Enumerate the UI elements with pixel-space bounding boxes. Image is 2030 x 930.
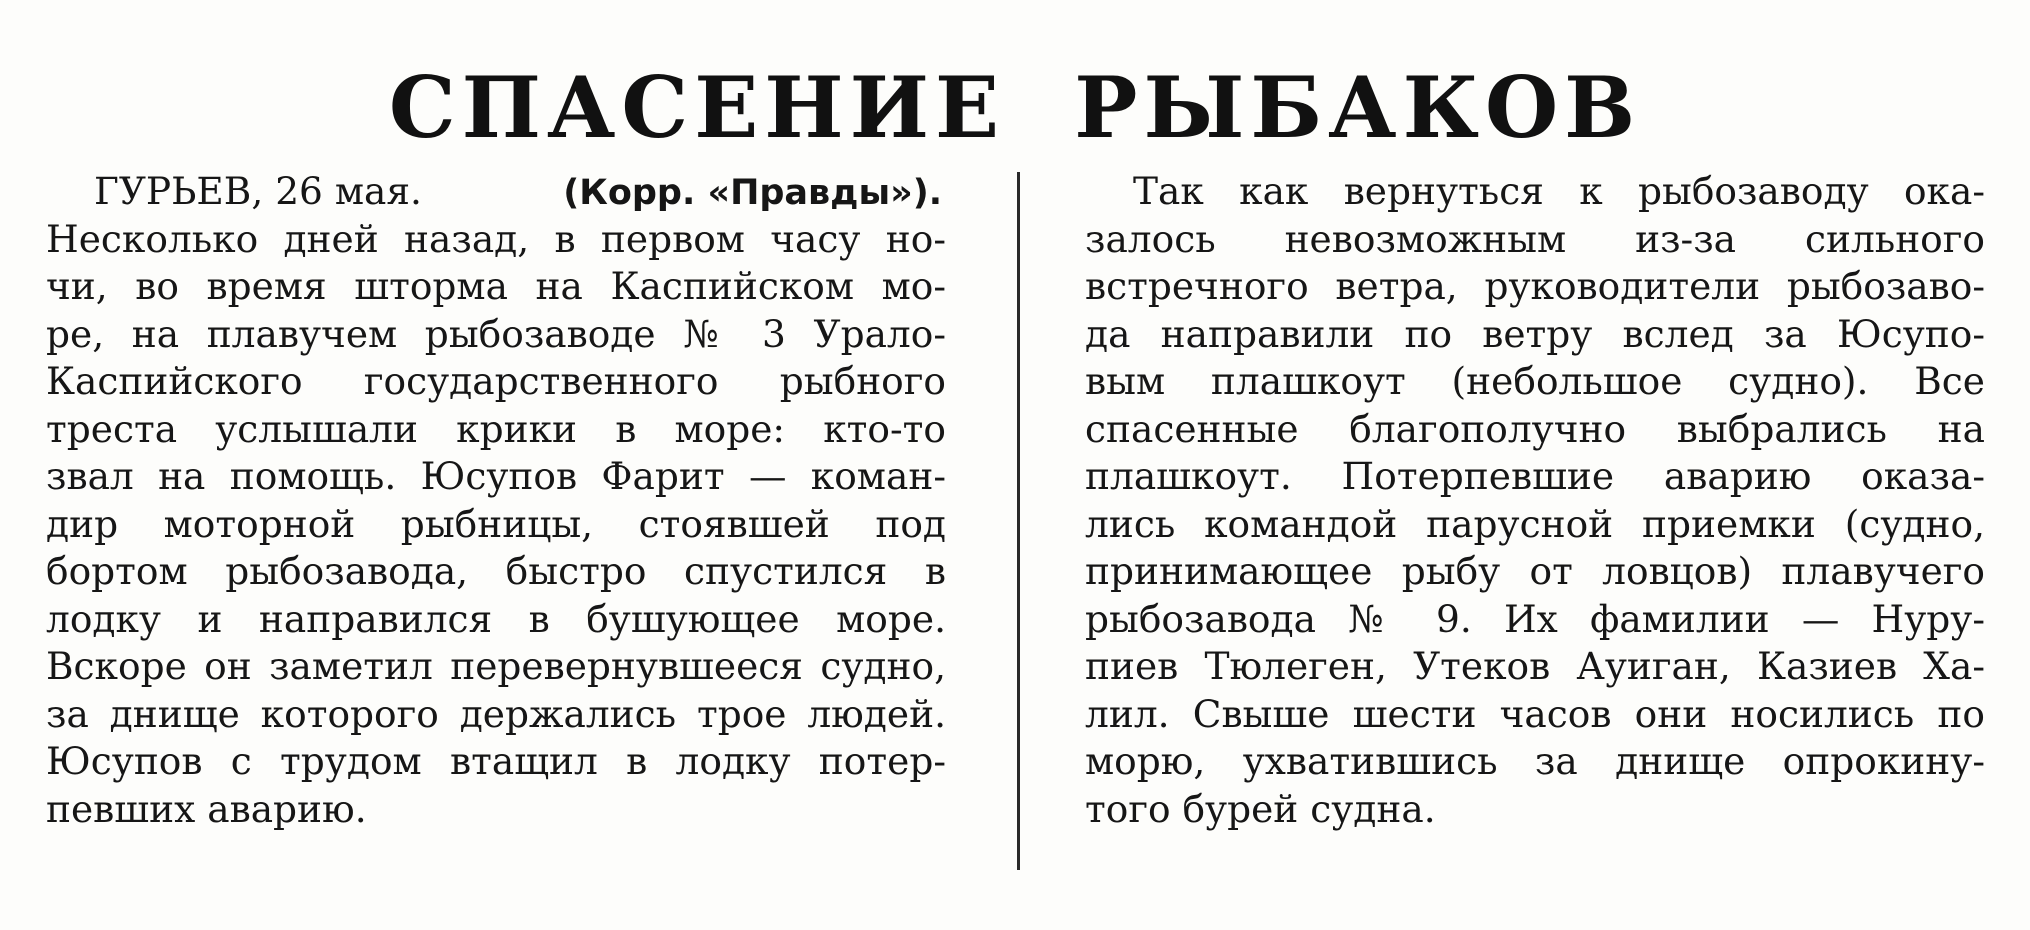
article-line: встречного ветра, руководители рыбозаво- xyxy=(1085,264,1985,308)
left-column xyxy=(46,168,946,833)
article-line: за днище которого держались трое людей. xyxy=(46,691,946,736)
article-line: Так как вернуться к рыбозаводу ока- xyxy=(1133,169,1985,213)
article-line: Каспийского государственного рыбного xyxy=(46,359,946,403)
article-line: лодку и направился в бушующее море. xyxy=(46,596,946,641)
article-line: Юсупов с трудом втащил в лодку потер- xyxy=(46,739,946,783)
article-line: ре, на плавучем рыбозаводе № 3 Урало- xyxy=(46,311,946,356)
article-line: бортом рыбозавода, быстро спустился в xyxy=(46,549,946,593)
right-column xyxy=(1085,168,1985,833)
article-line: дир моторной рыбницы, стоявшей под xyxy=(46,501,946,546)
article-line: пиев Тюлеген, Утеков Ауиган, Казиев Ха- xyxy=(1085,644,1985,688)
dateline-row xyxy=(46,168,946,216)
article-line: чи, во время шторма на Каспийском мо- xyxy=(46,264,946,308)
article-line: Вскоре он заметил перевернувшееся судно, xyxy=(46,644,946,688)
dateline: ГУРЬЕВ, 26 мая. xyxy=(94,169,422,213)
article-line: да направили по ветру вслед за Юсупо- xyxy=(1085,311,1985,356)
article-line: вым плашкоут (небольшое судно). Все xyxy=(1085,359,1985,403)
article-line: лил. Свыше шести часов они носились по xyxy=(1085,691,1985,736)
article-line: спасенные благополучно выбрались на xyxy=(1085,406,1985,451)
article-line: треста услышали крики в море: кто-то xyxy=(46,406,946,451)
article-line: певших аварию. xyxy=(46,786,367,831)
correspondent-credit: (Корр. «Правды»). xyxy=(563,173,942,213)
article-line: Несколько дней назад, в первом часу но- xyxy=(46,216,946,261)
article-line: лись командой парусной приемки (судно, xyxy=(1085,501,1985,546)
article-line: того бурей судна. xyxy=(1085,786,1436,831)
article-line: плашкоут. Потерпевшие аварию оказа- xyxy=(1085,454,1985,498)
article-line: морю, ухватившись за днище опрокину- xyxy=(1085,739,1985,783)
article-line: принимающее рыбу от ловцов) плавучего xyxy=(1085,549,1985,593)
article-headline: СПАСЕНИЕ РЫБАКОВ xyxy=(388,58,1642,157)
article-line: рыбозавода № 9. Их фамилии — Нуру- xyxy=(1085,596,1985,641)
article-line: залось невозможным из-за сильного xyxy=(1085,216,1985,261)
article-line: звал на помощь. Юсупов Фарит — коман- xyxy=(46,454,946,498)
column-divider xyxy=(1017,172,1020,870)
